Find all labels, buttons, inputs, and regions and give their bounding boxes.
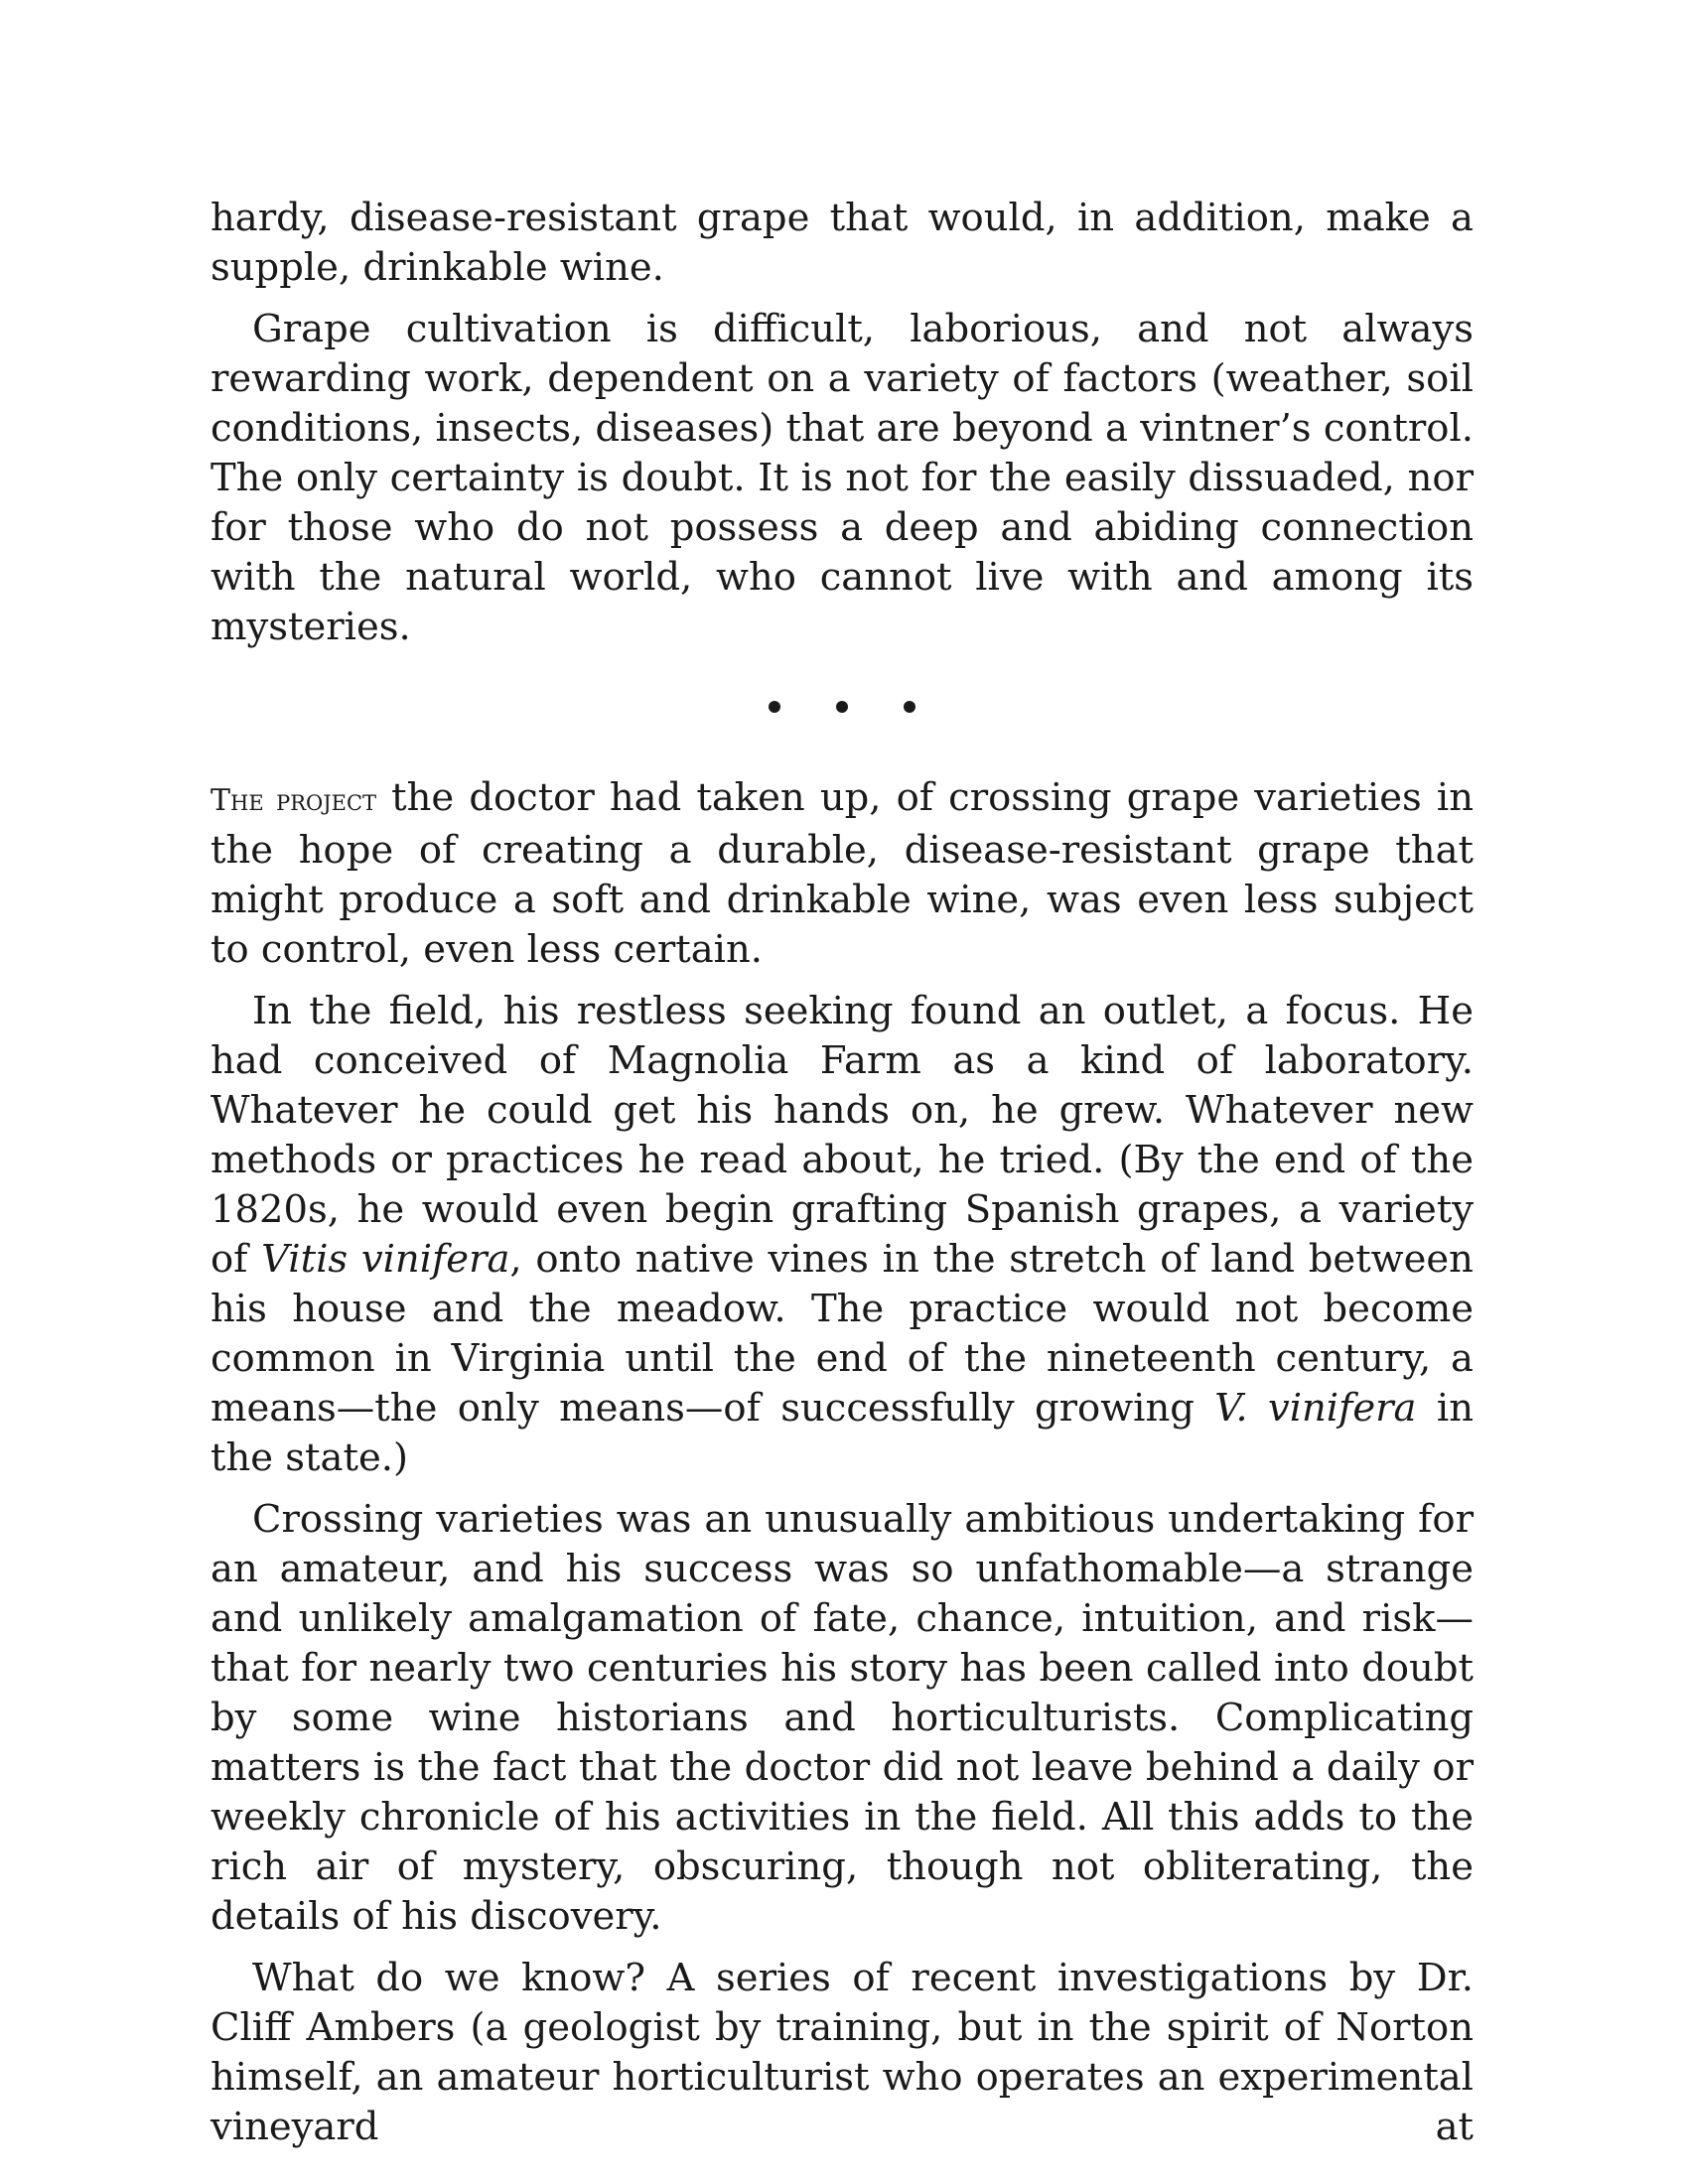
paragraph-text: , onto native vines in the stretch of land between his house and the meadow. The practice would not become common in Virginia until the end of the nineteenth century, a means—the only means—of successfully growing xyxy=(211,1237,1474,1431)
section-break-dot xyxy=(904,701,915,713)
paragraph: Crossing varieties was an unusually ambitious undertaking for an amateur, and his success was so unfathomable—a strange and unlikely amalgamation of fate, chance, intuition, and risk—that for nearly two centuries his story has been called into doubt by some wine historians and horticulturists. Complicating matters is the fact that the doctor did not leave behind a daily or weekly chronicle of his activities in the field. All this adds to the rich air of mystery, obscuring, though not obliterating, the details of his discovery. xyxy=(211,1497,1474,1939)
italic-species-name: Vitis vinifera xyxy=(261,1237,510,1282)
paragraph-continuation: hardy, disease-resistant grape that would, in addition, make a supple, drinkable wine. xyxy=(211,196,1474,290)
paragraph-text: In the field, his restless seeking found an outlet, a focus. He had conceived of Magnolia Farm as a kind of laboratory. Whatever he could get his hands on, he grew. Whatever new methods or practices he read about, he tried. (By the end of the 1820s, he would even begin grafting Spanish grapes, a variety of xyxy=(211,989,1474,1282)
paragraph-section-opening xyxy=(211,773,1474,975)
paragraph: Grape cultivation is difficult, laborious, and not always rewarding work, dependent on a variety of factors (weather, soil conditions, insects, diseases) that are beyond a vintner’s control. The only certainty is doubt. It is not for the easily dissuaded, nor for those who do not possess a deep and abiding connection with the natural world, who cannot live with and among its mysteries. xyxy=(211,307,1474,649)
italic-species-name: V. vinifera xyxy=(1214,1386,1417,1431)
section-break-dot xyxy=(769,701,780,713)
paragraph-text: in the state.) xyxy=(211,1386,1474,1480)
small-caps-lead-in: The project xyxy=(211,783,377,818)
paragraph-text: the doctor had taken up, of crossing grape varieties in the hope of creating a durable, disease-resistant grape that might produce a soft and drinkable wine, was even less subject to control, even less certain. xyxy=(211,775,1474,972)
book-page xyxy=(211,194,1474,2164)
paragraph: What do we know? A series of recent investigations by Dr. Cliff Ambers (a geologist by training, but in the spirit of Norton himself, an amateur horticulturist who operates an experimental vineyard at xyxy=(211,1956,1474,2149)
section-break-dot xyxy=(836,701,848,713)
paragraph xyxy=(211,987,1474,1483)
section-break xyxy=(211,680,1474,730)
